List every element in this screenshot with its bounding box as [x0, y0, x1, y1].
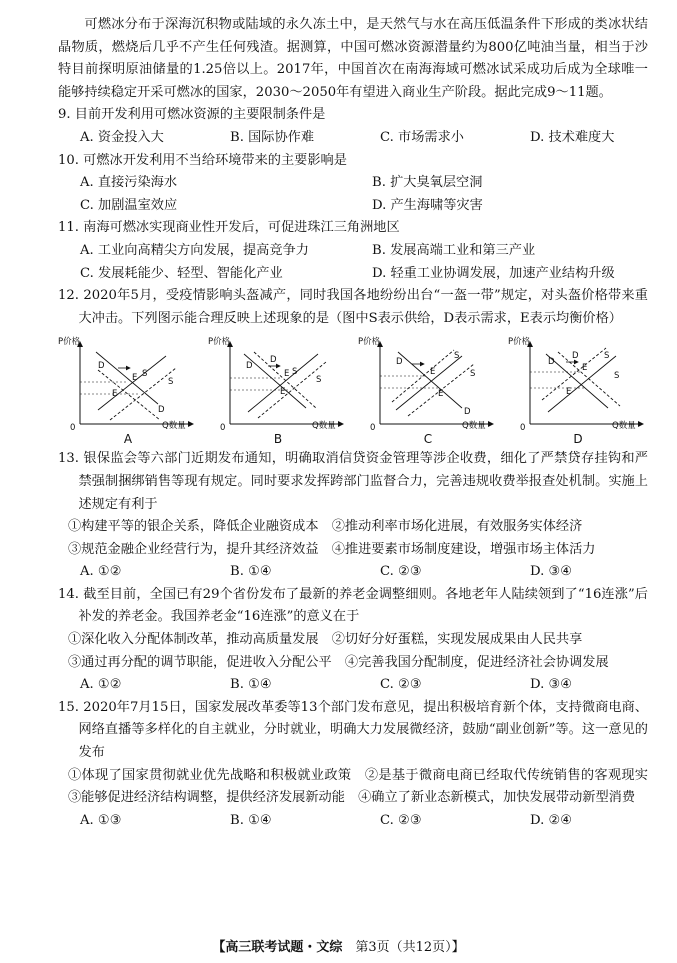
statement-line: ①体现了国家贯彻就业优先战略和积极就业政策 ②是基于微商电商已经取代传统销售的客观现实 ③能够促进经济结构调整，提供经济发展新动能 ④确立了新业态新模式，加快发展带动新型消费 [68, 767, 662, 806]
svg-text:S: S [168, 377, 174, 388]
graph-d [508, 332, 648, 448]
svg-text:S: S [292, 367, 298, 378]
origin-label: 0 [520, 423, 526, 433]
svg-text:D: D [548, 357, 555, 368]
svg-text:S: S [604, 351, 610, 362]
option-list [58, 674, 648, 697]
graph-caption: B [273, 432, 283, 447]
svg-text:S: S [454, 351, 460, 362]
y-axis-label: P价格 [208, 337, 231, 348]
option-a: A. 工业向高精尖方向发展，提高竞争力 [80, 242, 309, 258]
exam-page [58, 14, 662, 832]
x-axis-label: Q数量 [312, 421, 336, 432]
option-a: A. ①② [80, 564, 122, 580]
graph-b-diagram [208, 332, 348, 432]
svg-text:E: E [430, 367, 436, 378]
option-b: B. ①④ [230, 812, 272, 828]
option-c: C. 市场需求小 [380, 129, 464, 145]
origin-label: 0 [70, 423, 76, 433]
option-b: B. ①④ [230, 564, 272, 580]
svg-text:D: D [270, 355, 277, 366]
option-a: A. 资金投入大 [80, 129, 164, 145]
option-list [58, 810, 648, 833]
origin-label: 0 [220, 423, 226, 433]
graph-a-diagram [58, 332, 198, 432]
option-a: A. 直接污染海水 [80, 175, 178, 191]
option-c: C. 加剧温室效应 [80, 197, 178, 213]
question-stem: 13. 银保监会等六部门近期发布通知，明确取消信贷资金管理等涉企收费，细化了严禁贷存挂钩和严禁强制捆绑销售等现有规定。同时要求发挥跨部门监督合力，完善违规收费举报查处机制。实施上述规定有利于 [58, 451, 648, 512]
question-10 [58, 150, 648, 218]
y-axis-label: P价格 [508, 337, 531, 348]
svg-text:D: D [396, 357, 403, 368]
option-list [58, 172, 648, 217]
question-15 [58, 697, 662, 833]
statement-line: ③规范金融企业经营行为，提升其经济效益 ④推进要素市场制度建设，增强市场主体活力 [68, 541, 596, 557]
statement-line: ①构建平等的银企关系，降低企业融资成本 ②推动利率市场化进展，有效服务实体经济 [68, 519, 583, 535]
statement-line: ③通过再分配的调节职能，促进收入分配公平 ④完善我国分配制度，促进经济社会协调发展 [68, 654, 609, 670]
svg-text:D: D [98, 361, 105, 372]
page-footer [0, 936, 677, 955]
option-d: D. ②④ [530, 812, 573, 828]
option-c: C. 发展耗能少、轻型、智能化产业 [80, 265, 283, 281]
question-stem: 14. 截至目前，全国已有29个省份发布了最新的养老金调整细则。各地老年人陆续领到了“16连涨”后补发的养老金。我国养老金“16连涨”的意义在于 [58, 586, 648, 625]
y-axis-label: P价格 [58, 337, 81, 348]
option-b: B. ①④ [230, 677, 272, 693]
question-9 [58, 104, 648, 149]
option-a: A. ①③ [80, 812, 122, 828]
svg-text:E: E [438, 389, 444, 400]
svg-text:D: D [572, 351, 579, 362]
question-stem: 10. 可燃冰开发利用不当给环境带来的主要影响是 [58, 152, 347, 168]
option-c: C. ②③ [380, 564, 422, 580]
option-d: D. 轻重工业协调发展，加速产业结构升级 [372, 265, 615, 281]
y-axis-label: P价格 [358, 337, 381, 348]
x-axis-label: Q数量 [612, 421, 636, 432]
option-c: C. ②③ [380, 812, 422, 828]
graph-a [58, 332, 198, 448]
question-13 [58, 448, 648, 584]
option-list [58, 127, 648, 150]
option-list [58, 561, 648, 584]
graph-caption: A [123, 432, 133, 447]
origin-label: 0 [370, 423, 376, 433]
x-axis-label: Q数量 [162, 421, 186, 432]
footer-page-number: 第3页（共12页）】 [355, 940, 465, 955]
svg-text:E: E [112, 389, 118, 400]
supply-demand-graphs [58, 332, 648, 448]
question-12 [58, 285, 648, 448]
svg-text:S: S [470, 369, 476, 380]
graph-c-diagram [358, 332, 498, 432]
x-axis-label: Q数量 [462, 421, 486, 432]
option-d: D. ③④ [530, 677, 573, 693]
svg-text:E: E [566, 387, 572, 398]
graph-caption: D [573, 432, 583, 447]
option-b: B. 扩大臭氧层空洞 [372, 175, 483, 191]
option-list [58, 240, 648, 285]
graph-caption: C [423, 432, 433, 447]
option-d: D. 产生海啸等灾害 [372, 197, 483, 213]
intro-paragraph: 可燃冰分布于深海沉积物或陆域的永久冻土中，是天然气与水在高压低温条件下形成的类冰状结晶物质，燃烧后几乎不产生任何残渣。据测算，中国可燃冰资源潜量约为800亿吨油当量，相当于沙特目前探明原油储量的1.25倍以上。2017年，中国首次在南海海域可燃冰试采成功后成为全球唯一能够持续稳定开采可燃冰的国家，2030～2050年有望进入商业生产阶段。据此完成9～11题。 [58, 17, 648, 100]
graph-c [358, 332, 498, 448]
svg-text:E: E [132, 373, 138, 384]
question-stem: 9. 目前开发利用可燃冰资源的主要限制条件是 [58, 107, 326, 123]
option-d: D. 技术难度大 [530, 129, 615, 145]
question-stem: 11. 南海可燃冰实现商业性开发后，可促进珠江三角洲地区 [58, 220, 400, 236]
question-11 [58, 217, 648, 285]
question-14 [58, 584, 648, 697]
question-stem: 12. 2020年5月，受疫情影响头盔减产，同时我国各地纷纷出台“一盔一带”规定，对头盔价格带来重大冲击。下列图示能合理反映上述现象的是（图中S表示供给，D表示需求，E表示均衡价格） [58, 288, 648, 326]
svg-text:S: S [142, 369, 148, 380]
graph-b [208, 332, 348, 448]
svg-text:E: E [582, 363, 588, 374]
option-c: C. ②③ [380, 677, 422, 693]
graph-d-diagram [508, 332, 648, 432]
svg-text:D: D [158, 405, 165, 416]
footer-title: 【高三联考试题・文综 [212, 940, 343, 955]
svg-text:S: S [614, 371, 620, 382]
svg-text:E: E [284, 369, 290, 380]
option-b: B. 国际协作难 [230, 129, 315, 145]
svg-text:D: D [464, 407, 471, 418]
svg-text:E: E [280, 387, 286, 398]
svg-text:D: D [246, 361, 253, 372]
statement-line: ①深化收入分配体制改革，推动高质量发展 ②切好分好蛋糕，实现发展成果由人民共享 [68, 632, 583, 648]
question-stem: 15. 2020年7月15日，国家发展改革委等13个部门发布意见，提出积极培育新个体，支持微商电商、网络直播等多样化的自主就业，分时就业，明确大力发展微经济，鼓励“副业创新”等。这一意见的发布 [58, 699, 648, 761]
option-d: D. ③④ [530, 564, 573, 580]
svg-text:S: S [316, 375, 322, 386]
option-a: A. ①② [80, 677, 122, 693]
option-b: B. 发展高端工业和第三产业 [372, 242, 536, 258]
